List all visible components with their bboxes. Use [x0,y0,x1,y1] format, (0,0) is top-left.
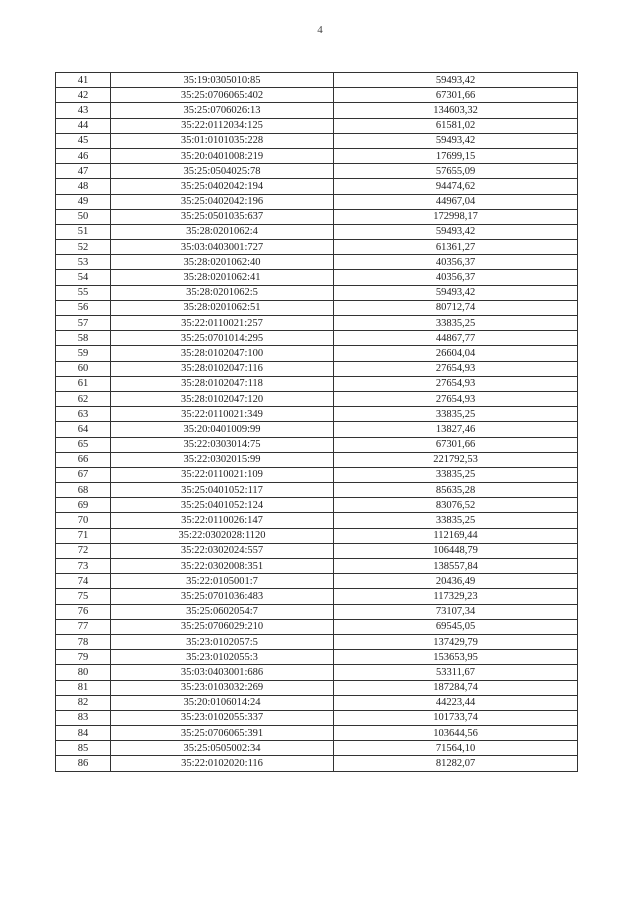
cadastral-number-cell: 35:28:0201062:4 [111,224,334,239]
cadastral-value-cell: 172998,17 [334,209,578,224]
table-row [56,270,578,285]
table-row [56,361,578,376]
table-row [56,741,578,756]
row-number-cell: 76 [56,604,111,619]
table-row [56,73,578,88]
cadastral-value-cell: 67301,66 [334,437,578,452]
row-number-cell: 54 [56,270,111,285]
row-number-cell: 86 [56,756,111,771]
cadastral-number-cell: 35:25:0504025:78 [111,164,334,179]
cadastral-number-cell: 35:25:0505002:34 [111,741,334,756]
cadastral-number-cell: 35:19:0305010:85 [111,73,334,88]
row-number-cell: 61 [56,376,111,391]
row-number-cell: 57 [56,316,111,331]
cadastral-value-cell: 57655,09 [334,164,578,179]
row-number-cell: 82 [56,695,111,710]
table-row [56,559,578,574]
row-number-cell: 73 [56,559,111,574]
cadastral-value-cell: 112169,44 [334,528,578,543]
cadastral-value-cell: 20436,49 [334,574,578,589]
cadastral-number-cell: 35:25:0501035:637 [111,209,334,224]
cadastral-value-cell: 26604,04 [334,346,578,361]
row-number-cell: 70 [56,513,111,528]
row-number-cell: 56 [56,300,111,315]
cadastral-value-cell: 69545,05 [334,619,578,634]
cadastral-value-cell: 80712,74 [334,300,578,315]
cadastral-number-cell: 35:25:0701014:295 [111,331,334,346]
cadastral-value-cell: 27654,93 [334,391,578,406]
row-number-cell: 51 [56,224,111,239]
cadastral-number-cell: 35:22:0112034:125 [111,118,334,133]
row-number-cell: 41 [56,73,111,88]
cadastral-value-cell: 40356,37 [334,270,578,285]
cadastral-number-cell: 35:28:0102047:100 [111,346,334,361]
row-number-cell: 44 [56,118,111,133]
cadastral-value-cell: 85635,28 [334,483,578,498]
row-number-cell: 48 [56,179,111,194]
table-row [56,726,578,741]
cadastral-value-cell: 33835,25 [334,467,578,482]
cadastral-number-cell: 35:03:0403001:727 [111,240,334,255]
cadastral-number-cell: 35:25:0701036:483 [111,589,334,604]
table-row [56,88,578,103]
row-number-cell: 74 [56,574,111,589]
row-number-cell: 65 [56,437,111,452]
table-row [56,528,578,543]
row-number-cell: 72 [56,543,111,558]
cadastral-number-cell: 35:28:0102047:116 [111,361,334,376]
cadastral-number-cell: 35:25:0706029:210 [111,619,334,634]
row-number-cell: 85 [56,741,111,756]
table-row [56,118,578,133]
table-row [56,133,578,148]
row-number-cell: 78 [56,634,111,649]
table-row [56,589,578,604]
cadastral-value-cell: 59493,42 [334,73,578,88]
row-number-cell: 71 [56,528,111,543]
cadastral-value-cell: 61361,27 [334,240,578,255]
row-number-cell: 42 [56,88,111,103]
cadastral-value-cell: 40356,37 [334,255,578,270]
row-number-cell: 68 [56,483,111,498]
table-row [56,103,578,118]
cadastral-value-cell: 101733,74 [334,710,578,725]
cadastral-number-cell: 35:28:0201062:51 [111,300,334,315]
table-row [56,452,578,467]
cadastral-number-cell: 35:20:0401009:99 [111,422,334,437]
row-number-cell: 53 [56,255,111,270]
cadastral-value-cell: 33835,25 [334,513,578,528]
cadastral-number-cell: 35:22:0302024:557 [111,543,334,558]
cadastral-number-cell: 35:28:0201062:40 [111,255,334,270]
cadastral-number-cell: 35:22:0110021:109 [111,467,334,482]
row-number-cell: 80 [56,665,111,680]
cadastral-number-cell: 35:23:0102057:5 [111,634,334,649]
row-number-cell: 47 [56,164,111,179]
cadastral-value-cell: 17699,15 [334,148,578,163]
row-number-cell: 50 [56,209,111,224]
table-row [56,422,578,437]
cadastral-value-cell: 59493,42 [334,285,578,300]
cadastral-number-cell: 35:03:0403001:686 [111,665,334,680]
cadastral-value-cell: 59493,42 [334,133,578,148]
table-row [56,467,578,482]
cadastral-value-cell: 137429,79 [334,634,578,649]
table-row [56,224,578,239]
row-number-cell: 59 [56,346,111,361]
table-row [56,346,578,361]
cadastral-number-cell: 35:23:0102055:3 [111,650,334,665]
cadastral-number-cell: 35:25:0402042:194 [111,179,334,194]
table-row [56,194,578,209]
cadastral-number-cell: 35:28:0201062:5 [111,285,334,300]
table-row [56,179,578,194]
row-number-cell: 60 [56,361,111,376]
cadastral-value-cell: 117329,23 [334,589,578,604]
cadastral-number-cell: 35:25:0706026:13 [111,103,334,118]
row-number-cell: 64 [56,422,111,437]
cadastral-number-cell: 35:25:0402042:196 [111,194,334,209]
table-row [56,710,578,725]
table-row [56,756,578,771]
table-row [56,498,578,513]
row-number-cell: 49 [56,194,111,209]
table-row [56,407,578,422]
row-number-cell: 63 [56,407,111,422]
row-number-cell: 81 [56,680,111,695]
table-row [56,240,578,255]
cadastral-value-cell: 134603,32 [334,103,578,118]
table-row [56,650,578,665]
table-row [56,376,578,391]
cadastral-number-cell: 35:22:0110021:257 [111,316,334,331]
cadastral-value-cell: 13827,46 [334,422,578,437]
cadastral-value-table [55,72,578,772]
table-row [56,634,578,649]
cadastral-number-cell: 35:28:0102047:118 [111,376,334,391]
table-row [56,300,578,315]
cadastral-value-cell: 27654,93 [334,361,578,376]
cadastral-value-cell: 71564,10 [334,741,578,756]
row-number-cell: 43 [56,103,111,118]
table-row [56,543,578,558]
cadastral-value-cell: 44967,04 [334,194,578,209]
page-number: 4 [317,24,323,36]
cadastral-number-cell: 35:28:0102047:120 [111,391,334,406]
cadastral-value-cell: 138557,84 [334,559,578,574]
cadastral-value-cell: 33835,25 [334,316,578,331]
cadastral-number-cell: 35:25:0401052:117 [111,483,334,498]
table-row [56,619,578,634]
row-number-cell: 52 [56,240,111,255]
cadastral-value-cell: 103644,56 [334,726,578,741]
table-row [56,331,578,346]
cadastral-number-cell: 35:25:0706065:391 [111,726,334,741]
cadastral-number-cell: 35:28:0201062:41 [111,270,334,285]
cadastral-value-cell: 53311,67 [334,665,578,680]
row-number-cell: 69 [56,498,111,513]
cadastral-value-cell: 67301,66 [334,88,578,103]
cadastral-value-cell: 81282,07 [334,756,578,771]
row-number-cell: 77 [56,619,111,634]
cadastral-number-cell: 35:20:0401008:219 [111,148,334,163]
row-number-cell: 55 [56,285,111,300]
cadastral-value-cell: 27654,93 [334,376,578,391]
table-row [56,148,578,163]
cadastral-value-cell: 61581,02 [334,118,578,133]
cadastral-number-cell: 35:23:0103032:269 [111,680,334,695]
cadastral-value-cell: 94474,62 [334,179,578,194]
table-row [56,391,578,406]
table-row [56,574,578,589]
row-number-cell: 62 [56,391,111,406]
cadastral-value-cell: 33835,25 [334,407,578,422]
cadastral-number-cell: 35:23:0102055:337 [111,710,334,725]
cadastral-value-cell: 153653,95 [334,650,578,665]
cadastral-value-cell: 44867,77 [334,331,578,346]
cadastral-number-cell: 35:22:0110026:147 [111,513,334,528]
cadastral-value-cell: 73107,34 [334,604,578,619]
cadastral-value-cell: 106448,79 [334,543,578,558]
table-row [56,437,578,452]
cadastral-value-cell: 221792,53 [334,452,578,467]
row-number-cell: 46 [56,148,111,163]
cadastral-number-cell: 35:22:0302008:351 [111,559,334,574]
table-row [56,483,578,498]
table-row [56,164,578,179]
cadastral-number-cell: 35:22:0303014:75 [111,437,334,452]
cadastral-number-cell: 35:25:0706065:402 [111,88,334,103]
cadastral-number-cell: 35:22:0302028:1120 [111,528,334,543]
cadastral-number-cell: 35:22:0105001:7 [111,574,334,589]
row-number-cell: 67 [56,467,111,482]
table-row [56,285,578,300]
table-row [56,255,578,270]
cadastral-value-cell: 59493,42 [334,224,578,239]
cadastral-number-cell: 35:25:0401052:124 [111,498,334,513]
row-number-cell: 83 [56,710,111,725]
row-number-cell: 45 [56,133,111,148]
table-row [56,680,578,695]
row-number-cell: 84 [56,726,111,741]
cadastral-number-cell: 35:20:0106014:24 [111,695,334,710]
cadastral-value-cell: 83076,52 [334,498,578,513]
cadastral-number-cell: 35:22:0110021:349 [111,407,334,422]
cadastral-number-cell: 35:01:0101035:228 [111,133,334,148]
cadastral-value-cell: 187284,74 [334,680,578,695]
table-row [56,316,578,331]
table-row [56,209,578,224]
row-number-cell: 79 [56,650,111,665]
row-number-cell: 75 [56,589,111,604]
cadastral-number-cell: 35:22:0302015:99 [111,452,334,467]
table-row [56,604,578,619]
table-row [56,695,578,710]
table-row [56,513,578,528]
row-number-cell: 58 [56,331,111,346]
cadastral-number-cell: 35:25:0602054:7 [111,604,334,619]
cadastral-number-cell: 35:22:0102020:116 [111,756,334,771]
row-number-cell: 66 [56,452,111,467]
cadastral-value-cell: 44223,44 [334,695,578,710]
table-row [56,665,578,680]
table-body [56,73,578,772]
